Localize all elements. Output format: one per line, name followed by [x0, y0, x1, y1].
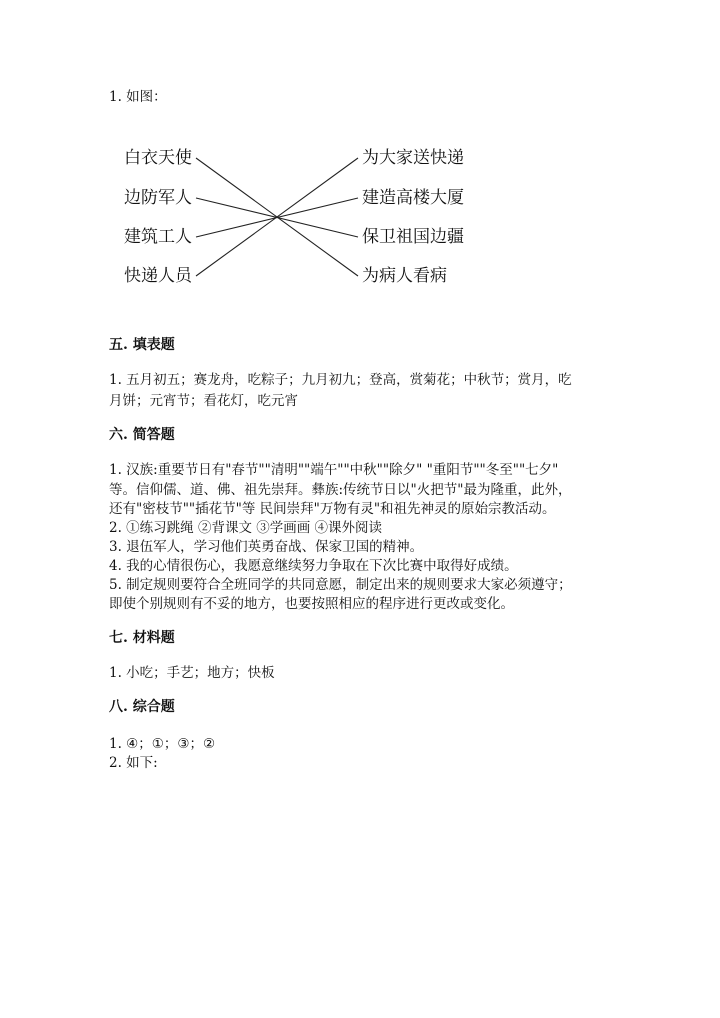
section-7-title: 七. 材料题 — [109, 630, 175, 646]
section-8-title: 八. 综合题 — [109, 699, 175, 715]
right-item-4: 为病人看病 — [362, 266, 447, 286]
section-8-line-1: 1. ④；①；③；② — [109, 736, 216, 752]
section-6-line-8: 即使个别规则有不妥的地方，也要按照相应的程序进行更改或变化。 — [109, 596, 514, 612]
right-item-3: 保卫祖国边疆 — [362, 227, 464, 247]
section-8-line-2: 2. 如下: — [109, 755, 158, 771]
left-item-3: 建筑工人 — [124, 227, 192, 247]
section-6-title: 六. 简答题 — [109, 427, 175, 443]
section-6-line-6: 4. 我的心情很伤心，我愿意继续努力争取在下次比赛中取得好成绩。 — [109, 558, 518, 574]
section-6-line-7: 5. 制定规则要符合全班同学的共同意愿，制定出来的规则要求大家必须遵守； — [109, 577, 572, 593]
right-item-2: 建造高楼大厦 — [362, 188, 464, 208]
left-item-1: 白衣天使 — [124, 148, 192, 168]
section-6-line-5: 3. 退伍军人，学习他们英勇奋战、保家卫国的精神。 — [109, 539, 424, 555]
section-5-line-1: 1. 五月初五；赛龙舟，吃粽子；九月初九；登高，赏菊花；中秋节；赏月，吃 — [109, 372, 572, 388]
question-intro: 1. 如图： — [109, 89, 167, 105]
section-6-line-1: 1. 汉族:重要节日有"春节""清明""端午""中秋""除夕" "重阳节""冬至""七夕" — [109, 462, 559, 478]
section-6-line-4: 2. ①练习跳绳 ②背课文 ③学画画 ④课外阅读 — [109, 520, 383, 536]
section-5-title: 五. 填表题 — [109, 337, 175, 353]
right-item-1: 为大家送快递 — [362, 148, 464, 168]
section-6-line-3: 还有"密枝节""插花节"等 民间崇拜"万物有灵"和祖先神灵的原始宗教活动。 — [109, 501, 556, 517]
section-7-line-1: 1. 小吃；手艺；地方；快板 — [109, 665, 275, 681]
section-6-line-2: 等。信仰儒、道、佛、祖先崇拜。彝族:传统节日以"火把节"最为隆重，此外， — [109, 482, 572, 498]
left-item-4: 快递人员 — [124, 266, 192, 286]
section-5-line-2: 月饼；元宵节；看花灯，吃元宵 — [109, 393, 298, 409]
left-item-2: 边防军人 — [124, 188, 192, 208]
